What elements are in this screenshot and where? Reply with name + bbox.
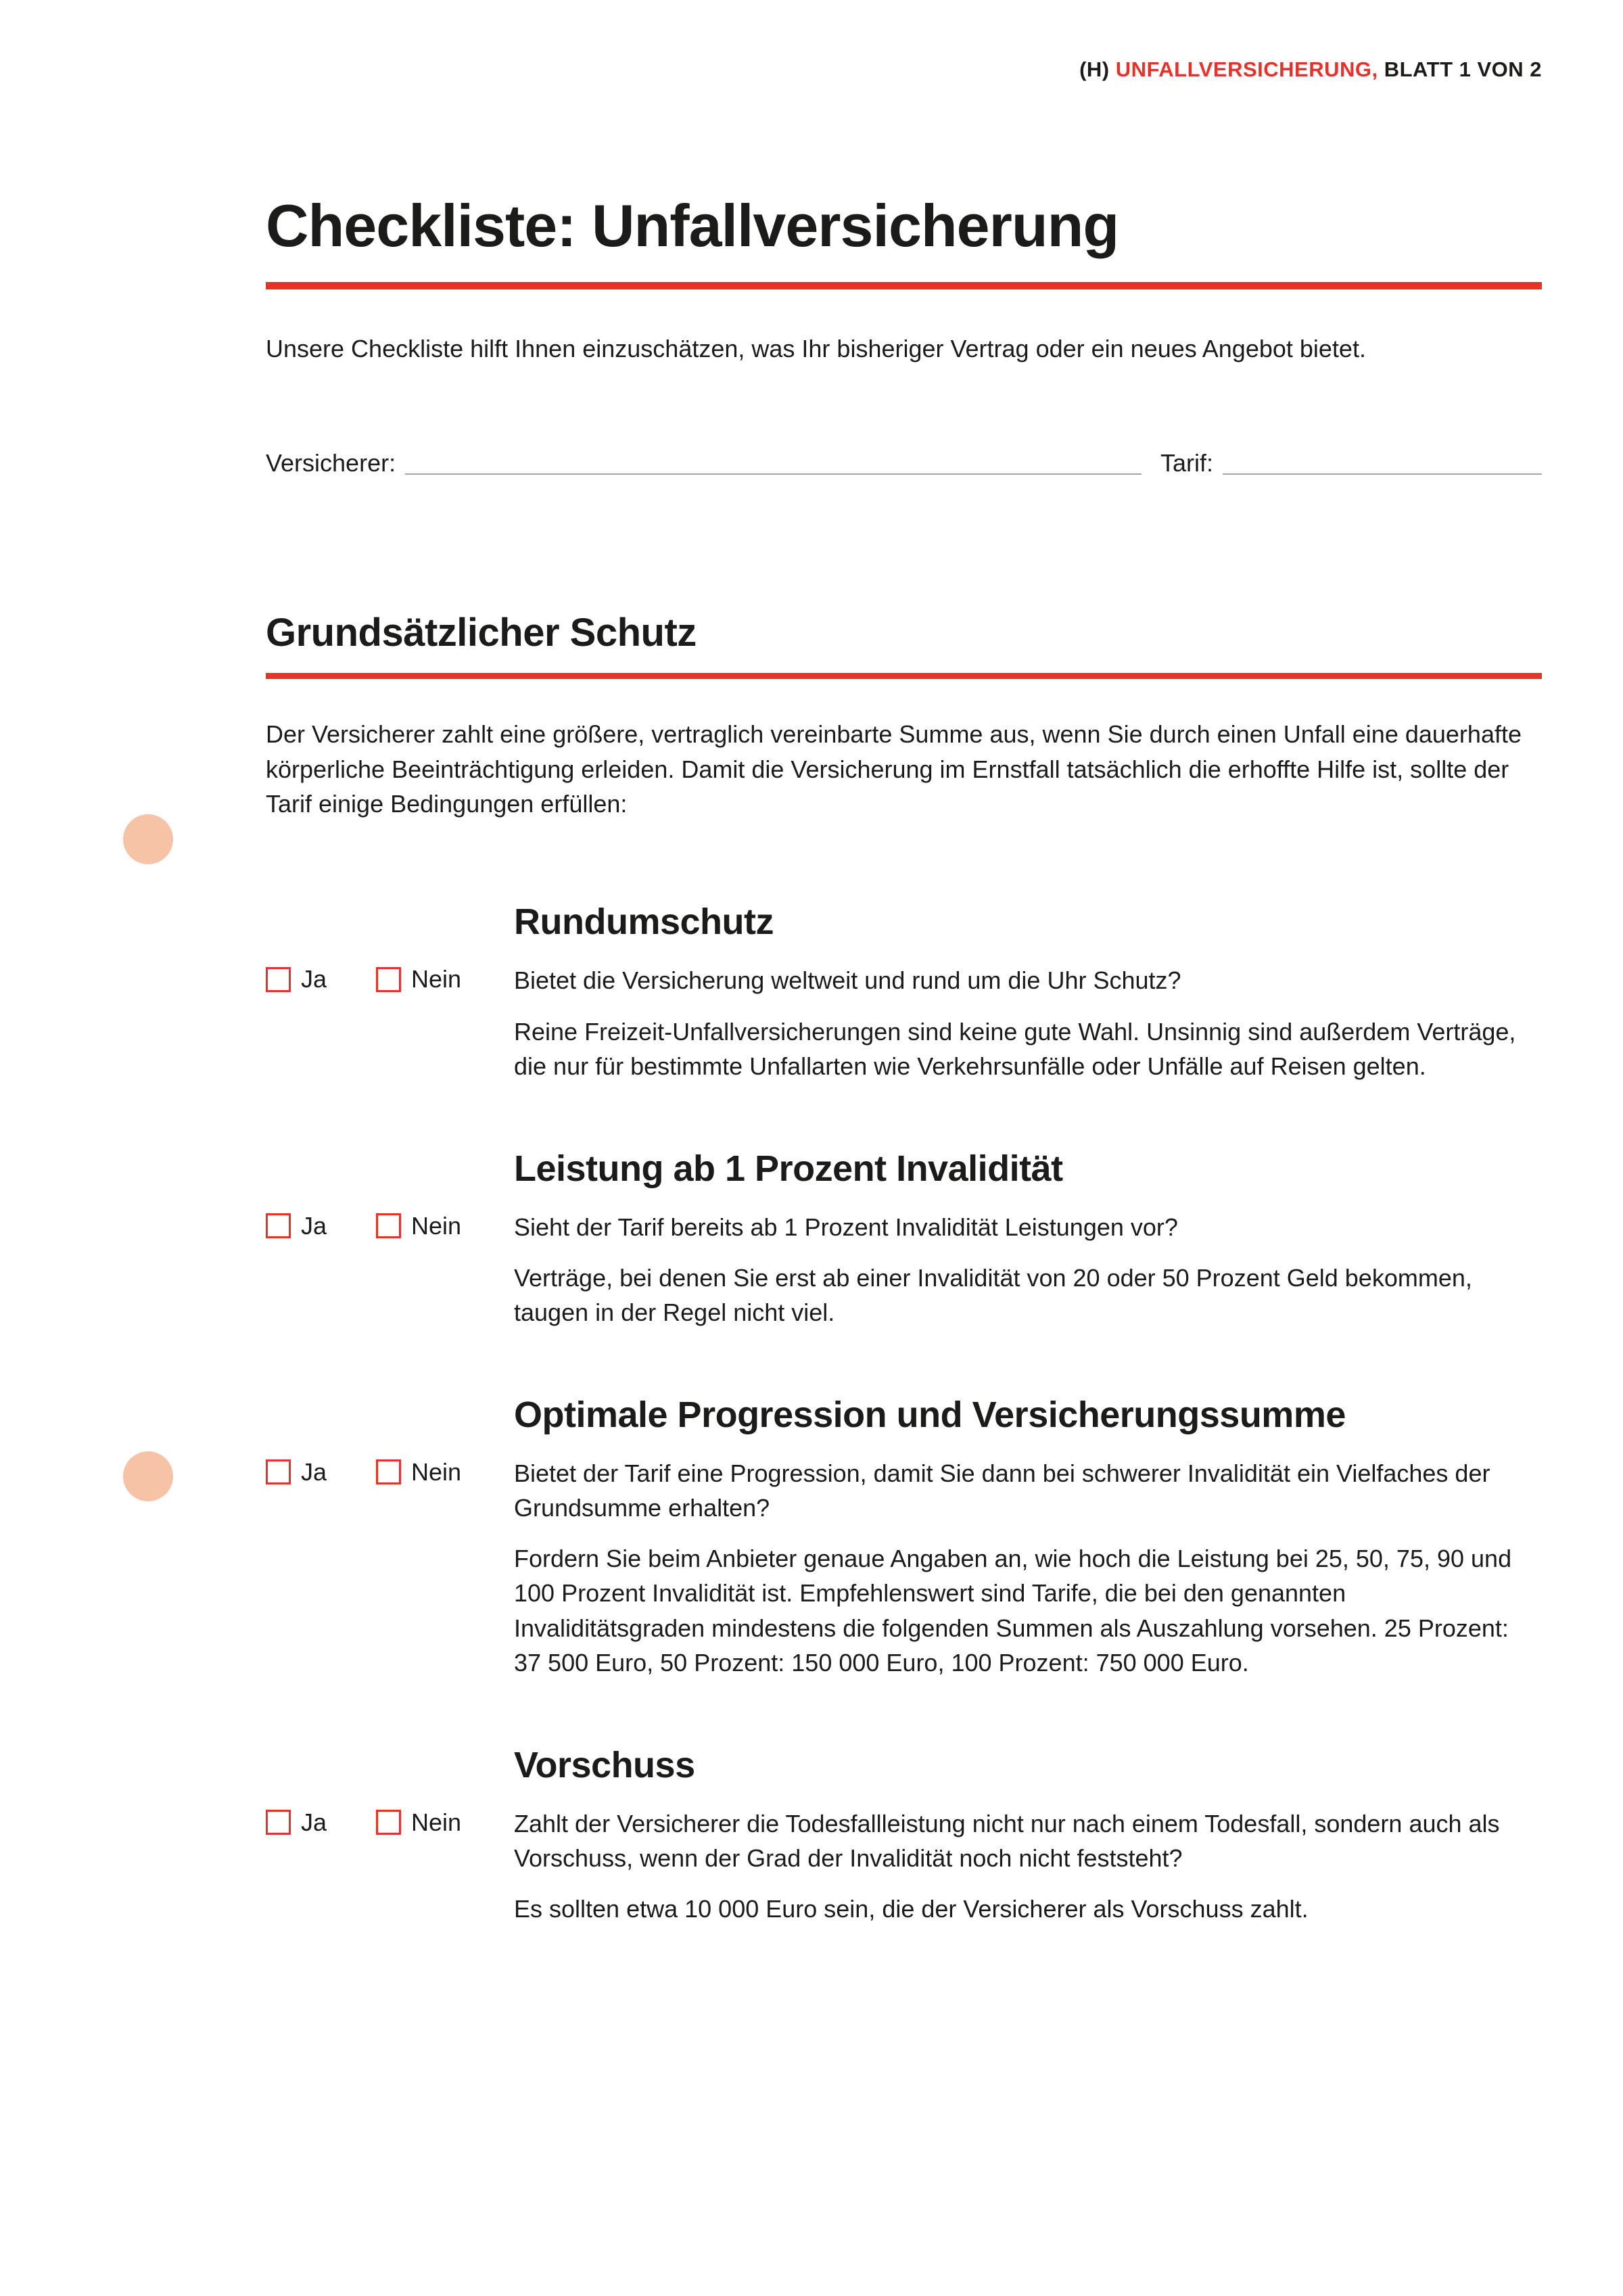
- page-title: Checkliste: Unfallversicherung: [266, 192, 1119, 259]
- checkbox-ja-box[interactable]: [266, 1459, 291, 1484]
- checkbox-ja-label: Ja: [301, 1458, 327, 1486]
- item-question: Sieht der Tarif bereits ab 1 Prozent Invalidität Leistungen vor?: [514, 1213, 1178, 1241]
- section-heading: Grundsätzlicher Schutz: [266, 611, 697, 655]
- checkbox-nein-box[interactable]: [376, 1810, 401, 1835]
- item-heading: Vorschuss: [514, 1744, 695, 1785]
- checkbox-group: [266, 963, 514, 993]
- section-intro-text: Der Versicherer zahlt eine größere, vertraglich vereinbarte Summe aus, wenn Sie durch einen Unfall eine dauerhafte körperliche Beeinträchtigung erleiden. Damit die Versicherung im Ernstfall tatsächlich die erhoffte Hilfe ist, sollte der Tarif einige Bedingungen erfüllen:: [266, 720, 1522, 818]
- checkbox-ja-box[interactable]: [266, 967, 291, 992]
- title-rule: [266, 282, 1542, 289]
- checkbox-nein[interactable]: [376, 1457, 461, 1486]
- item-heading: Rundumschutz: [514, 901, 774, 943]
- checkbox-group: [266, 1210, 514, 1240]
- checklist-item-leistung-ab-1-prozent: [266, 1148, 1542, 1330]
- checkbox-ja[interactable]: [266, 964, 376, 993]
- section-rule: [266, 673, 1542, 679]
- checkbox-ja-label: Ja: [301, 1211, 327, 1240]
- checkbox-ja[interactable]: [266, 1808, 376, 1837]
- form-fields-row: [266, 448, 1542, 477]
- punch-mark-bottom: [123, 1451, 173, 1501]
- checkbox-ja-label: Ja: [301, 965, 327, 993]
- header-sheet-number: BLATT 1 VON 2: [1384, 57, 1542, 81]
- punch-mark-top: [123, 814, 173, 864]
- item-question: Zahlt der Versicherer die Todesfallleistung nicht nur nach einem Todesfall, sondern auch als Vorschuss, wenn der Grad der Invalidität noch nicht feststeht?: [514, 1809, 1500, 1872]
- tariff-input-line[interactable]: [1223, 468, 1542, 475]
- checkbox-nein-label: Nein: [411, 1808, 462, 1836]
- checkbox-nein[interactable]: [376, 964, 461, 993]
- page-header: [266, 57, 1542, 82]
- item-question: Bietet die Versicherung weltweit und rund um die Uhr Schutz?: [514, 966, 1181, 995]
- checkbox-ja-box[interactable]: [266, 1810, 291, 1835]
- checkbox-nein-box[interactable]: [376, 1459, 401, 1484]
- checkbox-nein[interactable]: [376, 1808, 461, 1837]
- checklist-item-rundumschutz: [266, 901, 1542, 1083]
- insurer-label: Versicherer:: [266, 448, 396, 477]
- checkbox-nein-label: Nein: [411, 1211, 462, 1240]
- checkbox-group: [266, 1456, 514, 1486]
- insurer-input-line[interactable]: [405, 468, 1142, 475]
- tariff-label: Tarif:: [1160, 448, 1213, 477]
- checkbox-nein[interactable]: [376, 1211, 461, 1240]
- checkbox-ja[interactable]: [266, 1457, 376, 1486]
- checkbox-nein-box[interactable]: [376, 1213, 401, 1238]
- checkbox-ja-label: Ja: [301, 1808, 327, 1836]
- checklist-item-vorschuss: [266, 1744, 1542, 1926]
- item-question: Bietet der Tarif eine Progression, damit Sie dann bei schwerer Invalidität ein Vielfaches der Grundsumme erhalten?: [514, 1459, 1490, 1522]
- checkbox-nein-label: Nein: [411, 1458, 462, 1486]
- checkbox-ja[interactable]: [266, 1211, 376, 1240]
- checkbox-nein-box[interactable]: [376, 967, 401, 992]
- item-note: Es sollten etwa 10 000 Euro sein, die der Versicherer als Vorschuss zahlt.: [514, 1894, 1309, 1923]
- header-category: UNFALLVERSICHERUNG,: [1115, 57, 1378, 81]
- header-prefix: (H): [1079, 57, 1110, 81]
- checkbox-nein-label: Nein: [411, 965, 462, 993]
- item-note: Reine Freizeit-Unfallversicherungen sind keine gute Wahl. Unsinnig sind außerdem Verträge, die nur für bestimmte Unfallarten wie Verkehrsunfälle oder Unfälle auf Reisen gelten.: [514, 1017, 1516, 1080]
- item-note: Fordern Sie beim Anbieter genaue Angaben an, wie hoch die Leistung bei 25, 50, 75, 90 und 100 Prozent Invalidität ist. Empfehlenswert sind Tarife, die bei den genannten Invaliditätsgraden mindestens die folgenden Summen als Auszahlung vorsehen. 25 Prozent: 37 500 Euro, 50 Prozent: 150 000 Euro, 100 Prozent: 750 000 Euro.: [514, 1545, 1512, 1677]
- item-heading: Leistung ab 1 Prozent Invalidität: [514, 1148, 1063, 1189]
- checklist-item-progression-versicherungssumme: [266, 1394, 1542, 1680]
- checkbox-ja-box[interactable]: [266, 1213, 291, 1238]
- item-note: Verträge, bei denen Sie erst ab einer Invalidität von 20 oder 50 Prozent Geld bekommen, taugen in der Regel nicht viel.: [514, 1263, 1472, 1326]
- item-heading: Optimale Progression und Versicherungssumme: [514, 1395, 1346, 1436]
- intro-text: Unsere Checkliste hilft Ihnen einzuschätzen, was Ihr bisheriger Vertrag oder ein neues Angebot bietet.: [266, 334, 1366, 362]
- checkbox-group: [266, 1806, 514, 1837]
- checklist: [266, 901, 1542, 1926]
